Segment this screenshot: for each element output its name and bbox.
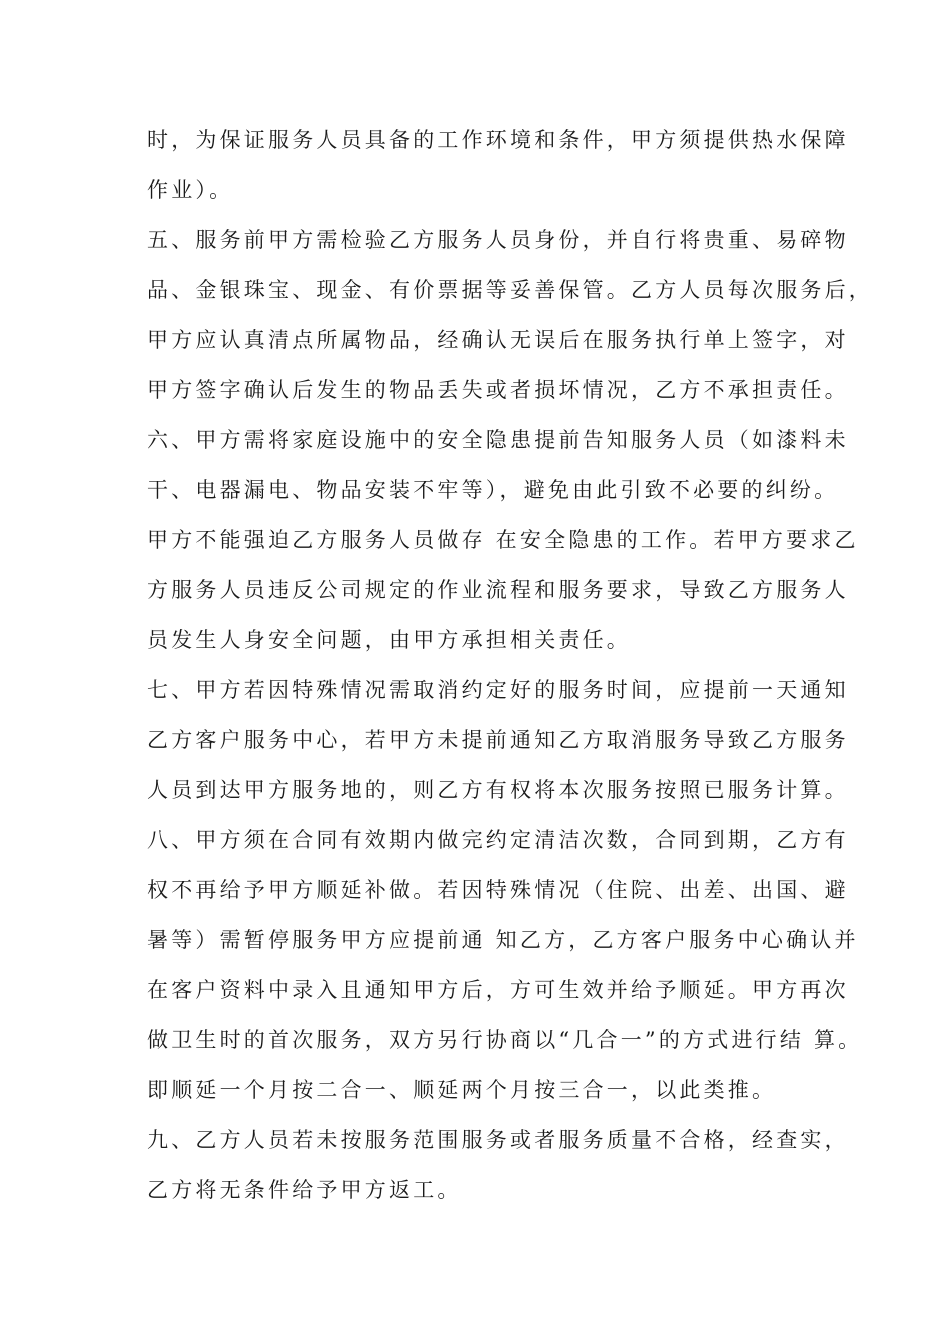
text-line: 时，为保证服务人员具备的工作环境和条件，甲方须提供热水保障	[147, 128, 849, 152]
text-line: 乙方将无条件给予甲方返工。	[147, 1178, 462, 1202]
text-line: 做卫生时的首次服务，双方另行协商以“几合一”的方式进行结 算。	[147, 1028, 863, 1052]
text-line: 方服务人员违反公司规定的作业流程和服务要求，导致乙方服务人	[147, 578, 849, 602]
text-line: 甲方签字确认后发生的物品丢失或者损坏情况，乙方不承担责任。	[147, 378, 849, 402]
text-line: 六、甲方需将家庭设施中的安全隐患提前告知服务人员（如漆料未	[147, 428, 849, 452]
text-line: 干、电器漏电、物品安装不牢等），避免由此引致不必要的纠纷。	[147, 478, 839, 502]
text-line: 五、服务前甲方需检验乙方服务人员身份，并自行将贵重、易碎物	[147, 228, 849, 252]
text-line: 品、金银珠宝、现金、有价票据等妥善保管。乙方人员每次服务后，	[147, 278, 873, 302]
text-line: 即顺延一个月按二合一、顺延两个月按三合一，以此类推。	[147, 1078, 777, 1102]
text-line: 乙方客户服务中心，若甲方未提前通知乙方取消服务导致乙方服务	[147, 728, 849, 752]
text-line: 甲方应认真清点所属物品，经确认无误后在服务执行单上签字，对	[147, 328, 849, 352]
text-line: 甲方不能强迫乙方服务人员做存 在安全隐患的工作。若甲方要求乙	[147, 528, 859, 552]
text-line: 在客户资料中录入且通知甲方后，方可生效并给予顺延。甲方再次	[147, 978, 849, 1002]
text-line: 八、甲方须在合同有效期内做完约定清洁次数，合同到期，乙方有	[147, 828, 849, 852]
text-line: 作业）。	[147, 178, 234, 202]
text-line: 权不再给予甲方顺延补做。若因特殊情况（住院、出差、出国、避	[147, 878, 849, 902]
text-line: 九、乙方人员若未按服务范围服务或者服务质量不合格，经查实，	[147, 1128, 849, 1152]
text-line: 员发生人身安全问题，由甲方承担相关责任。	[147, 628, 631, 652]
text-line: 暑等）需暂停服务甲方应提前通 知乙方，乙方客户服务中心确认并	[147, 928, 859, 952]
text-line: 人员到达甲方服务地的，则乙方有权将本次服务按照已服务计算。	[147, 778, 849, 802]
text-line: 七、甲方若因特殊情况需取消约定好的服务时间，应提前一天通知	[147, 678, 849, 702]
